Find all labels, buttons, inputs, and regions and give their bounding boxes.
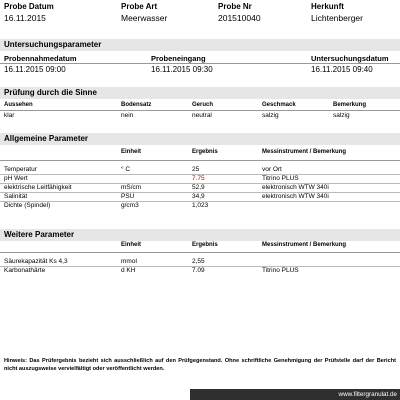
section-title-weitere: Weitere Parameter <box>0 229 400 241</box>
website-url-banner[interactable]: www.filtergranulat.de <box>190 389 400 400</box>
sinne-value-geschmack: salzig <box>262 112 279 119</box>
param-note: Titrino PLUS <box>262 175 299 182</box>
param-result: 7.09 <box>192 267 205 274</box>
probe-datum-label: Probe Datum <box>4 2 54 11</box>
param-name: Salinität <box>4 193 28 200</box>
sinne-value-bemerkung: salzig <box>333 112 350 119</box>
section-title-sinne: Prüfung durch die Sinne <box>0 87 400 99</box>
sinne-header-bemerkung: Bemerkung <box>333 102 367 108</box>
param-name: elektrische Leitfähigkeit <box>4 184 72 191</box>
divider <box>0 160 400 161</box>
divider <box>0 110 400 111</box>
sinne-value-bodensatz: nein <box>121 112 134 119</box>
untersuchungsdatum-label: Untersuchungsdatum <box>311 54 389 63</box>
probe-nr-value: 201510040 <box>218 13 261 23</box>
sinne-header-geruch: Geruch <box>192 102 214 108</box>
param-result: 34,9 <box>192 193 205 200</box>
param-name: Temperatur <box>4 166 37 173</box>
param-unit: PSU <box>121 193 135 200</box>
param-name: Säurekapazität Ks 4,3 <box>4 258 68 265</box>
param-result-highlight: 7.75 <box>192 175 205 182</box>
param-note: elektronisch WTW 340i <box>262 193 329 200</box>
sinne-header-geschmack: Geschmack <box>262 102 296 108</box>
param-result: 25 <box>192 166 200 173</box>
probeneingang-label: Probeneingang <box>151 54 206 63</box>
allgemein-header-ergebnis: Ergebnis <box>192 149 218 155</box>
probe-art-label: Probe Art <box>121 2 158 11</box>
section-title-untersuchung: Untersuchungsparameter <box>0 39 400 51</box>
param-note: Titrino PLUS <box>262 267 299 274</box>
sinne-header-aussehen: Aussehen <box>4 102 33 108</box>
probe-nr-label: Probe Nr <box>218 2 252 11</box>
param-note: elektronisch WTW 340i <box>262 184 329 191</box>
param-result: 52,9 <box>192 184 205 191</box>
param-name: pH Wert <box>4 175 28 182</box>
param-unit: d KH <box>121 267 136 274</box>
probe-art-value: Meerwasser <box>121 13 168 23</box>
param-unit: g/cm3 <box>121 202 139 209</box>
allgemein-header-messinstrument: Messinstrument / Bemerkung <box>262 149 347 155</box>
param-result: 1,023 <box>192 202 209 209</box>
param-unit: mmol <box>121 258 137 265</box>
divider <box>0 63 400 64</box>
sinne-header-bodensatz: Bodensatz <box>121 102 152 108</box>
herkunft-value: Lichtenberger <box>311 13 363 23</box>
param-note: vor Ort <box>262 166 282 173</box>
disclaimer-note: Hinweis: Das Prüfergebnis bezieht sich ausschließlich auf den Prüfgegenstand. Ohne schriftliche Genehmigung der Prüfstelle darf der Bericht nicht auszugsweise vervielfältigt oder veröffentlicht werden. <box>4 358 396 372</box>
param-name: Karbonathärte <box>4 267 46 274</box>
weitere-header-ergebnis: Ergebnis <box>192 242 218 248</box>
param-name: Dichte (Spindel) <box>4 202 51 209</box>
sinne-value-geruch: neutral <box>192 112 212 119</box>
probennahmedatum-value: 16.11.2015 09:00 <box>4 65 66 74</box>
probennahmedatum-label: Probennahmedatum <box>4 54 77 63</box>
probe-datum-value: 16.11.2015 <box>4 13 46 23</box>
weitere-header-messinstrument: Messinstrument / Bemerkung <box>262 242 347 248</box>
param-result: 2,55 <box>192 258 205 265</box>
param-unit: ° C <box>121 166 131 173</box>
allgemein-header-einheit: Einheit <box>121 149 142 155</box>
param-unit: mS/cm <box>121 184 142 191</box>
sinne-value-aussehen: klar <box>4 112 15 119</box>
divider <box>0 252 400 253</box>
weitere-header-einheit: Einheit <box>121 242 142 248</box>
section-title-allgemein: Allgemeine Parameter <box>0 133 400 145</box>
probeneingang-value: 16.11.2015 09:30 <box>151 65 213 74</box>
herkunft-label: Herkunft <box>311 2 344 11</box>
untersuchungsdatum-value: 16.11.2015 09:40 <box>311 65 373 74</box>
